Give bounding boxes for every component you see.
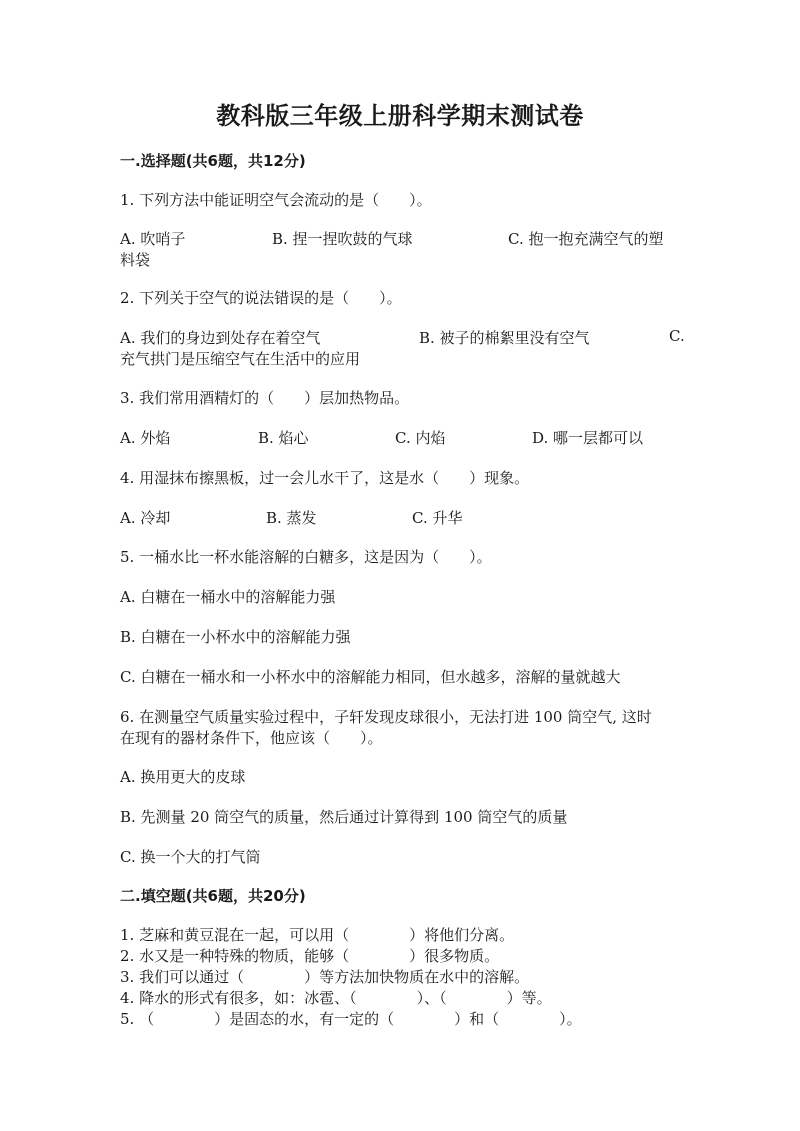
- question-stem-6: 6. 在测量空气质量实验过程中，子轩发现皮球很小，无法打进 100 筒空气, 这时: [120, 708, 652, 726]
- fill-item-1: 1. 芝麻和黄豆混在一起，可以用（ ）将他们分离。: [120, 926, 515, 944]
- question-stem-6-cont: 在现有的器材条件下，他应该（ ）。: [120, 729, 383, 747]
- option: A. 吹哨子: [120, 230, 186, 248]
- option: B. 蒸发: [266, 509, 317, 527]
- option: B. 焰心: [258, 429, 309, 447]
- option: D. 哪一层都可以: [532, 429, 644, 447]
- option: C.: [669, 327, 685, 345]
- question-stem-1: 1. 下列方法中能证明空气会流动的是（ ）。: [120, 191, 432, 209]
- fill-item-5: 5. （ ）是固态的水，有一定的（ ）和（ ）。: [120, 1010, 582, 1028]
- option-wrap: 充气拱门是压缩空气在生活中的应用: [120, 350, 361, 368]
- option: A. 换用更大的皮球: [120, 768, 246, 786]
- option: B. 白糖在一小杯水中的溶解能力强: [120, 628, 351, 646]
- option: A. 我们的身边到处存在着空气: [120, 329, 321, 347]
- fill-item-4: 4. 降水的形式有很多，如：冰雹、（ ）、（ ）等。: [120, 989, 552, 1007]
- section-heading-choice: 一.选择题(共6题，共12分): [120, 152, 306, 170]
- option: B. 先测量 20 筒空气的质量，然后通过计算得到 100 筒空气的质量: [120, 808, 568, 826]
- question-stem-3: 3. 我们常用酒精灯的（ ）层加热物品。: [120, 389, 410, 407]
- section-heading-fill: 二.填空题(共6题，共20分): [120, 887, 306, 905]
- option: C. 白糖在一桶水和一小杯水中的溶解能力相同，但水越多，溶解的量就越大: [120, 668, 621, 686]
- option: A. 冷却: [120, 509, 171, 527]
- question-stem-4: 4. 用湿抹布擦黑板，过一会儿水干了，这是水（ ）现象。: [120, 469, 530, 487]
- option: B. 捏一捏吹鼓的气球: [272, 230, 413, 248]
- question-stem-5: 5. 一桶水比一杯水能溶解的白糖多，这是因为（ ）。: [120, 548, 492, 566]
- option: A. 白糖在一桶水中的溶解能力强: [120, 588, 336, 606]
- option: C. 内焰: [395, 429, 446, 447]
- fill-item-2: 2. 水又是一种特殊的物质，能够（ ）很多物质。: [120, 947, 500, 965]
- option: C. 升华: [412, 509, 463, 527]
- option: C. 换一个大的打气筒: [120, 848, 261, 866]
- option: C. 抱一抱充满空气的塑: [508, 230, 664, 248]
- option: B. 被子的棉絮里没有空气: [419, 329, 590, 347]
- page-title: 教科版三年级上册科学期末测试卷: [216, 101, 584, 130]
- option-wrap: 料袋: [120, 251, 151, 269]
- option: A. 外焰: [120, 429, 171, 447]
- question-stem-2: 2. 下列关于空气的说法错误的是（ ）。: [120, 289, 402, 307]
- fill-item-3: 3. 我们可以通过（ ）等方法加快物质在水中的溶解。: [120, 968, 530, 986]
